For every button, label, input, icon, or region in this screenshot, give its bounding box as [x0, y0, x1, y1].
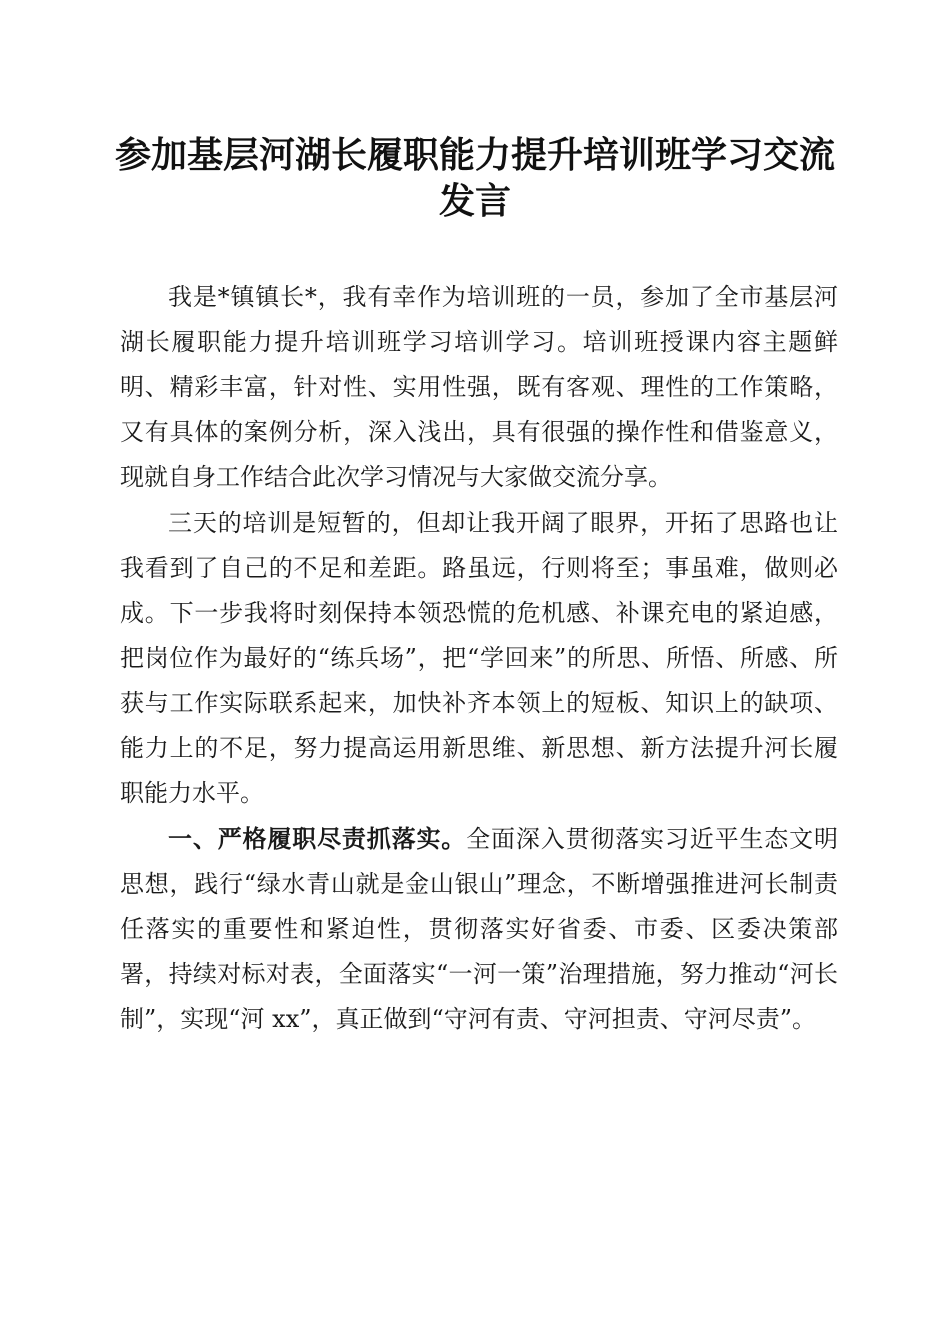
document-body	[120, 274, 838, 1042]
paragraph-text: 全面深入贯彻落实习近平生态文明思想，践行“绿水青山就是金山银山”理念，不断增强推进河长制责任落实的重要性和紧迫性，贯彻落实好省委、市委、区委决策部署，持续对标对表，全面落实“一河一策”治理措施，努力推动“河长制”，实现“河 xx”，真正做到“守河有责、守河担责、守河尽责”。	[120, 825, 839, 1033]
paragraph-text: 三天的培训是短暂的，但却让我开阔了眼界，开拓了思路也让我看到了自己的不足和差距。路虽远，行则将至；事虽难，做则必成。下一步我将时刻保持本领恐慌的危机感、补课充电的紧迫感，把岗位作为最好的“练兵场”，把“学回来”的所思、所悟、所感、所获与工作实际联系起来，加快补齐本领上的短板、知识上的缺项、能力上的不足，努力提高运用新思维、新思想、新方法提升河长履职能力水平。	[120, 509, 838, 807]
paragraph-text: 我是*镇镇长*，我有幸作为培训班的一员，参加了全市基层河湖长履职能力提升培训班学习培训学习。培训班授课内容主题鲜明、精彩丰富，针对性、实用性强，既有客观、理性的工作策略，又有具体的案例分析，深入浅出，具有很强的操作性和借鉴意义，现就自身工作结合此次学习情况与大家做交流分享。	[120, 283, 838, 491]
paragraph-reflection	[120, 500, 838, 816]
paragraph-section-one	[120, 816, 838, 1042]
section-heading: 一、严格履职尽责抓落实。	[168, 824, 467, 853]
document-title: 参加基层河湖长履职能力提升培训班学习交流发言	[114, 134, 835, 222]
paragraph-intro	[120, 274, 838, 500]
